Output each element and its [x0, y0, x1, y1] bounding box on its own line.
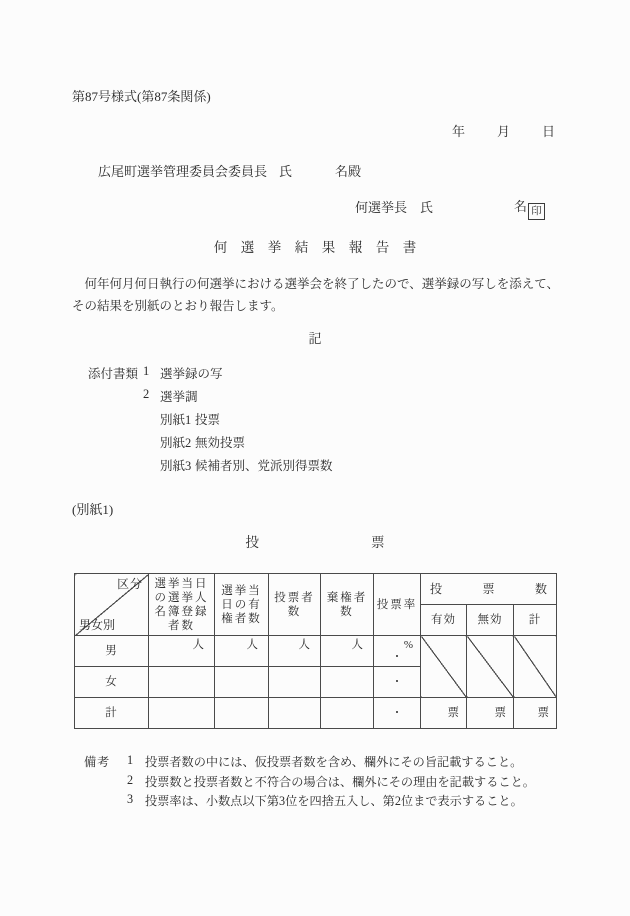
sender-name-label: 氏	[420, 200, 434, 215]
cell-total-invalid	[467, 698, 514, 729]
attachment-text: 選挙録の写	[160, 367, 223, 381]
cell-total-abstainers	[321, 698, 374, 729]
unit-percent: %	[403, 639, 413, 651]
votes-group-char: 票	[482, 582, 495, 596]
votes-group-char: 数	[534, 582, 547, 596]
annex-text: 無効投票	[195, 436, 246, 450]
col-header-votes-group	[421, 574, 557, 605]
unit-person: 人	[298, 639, 310, 651]
col-header-turnout-rate: 投票率	[374, 574, 421, 636]
row-header-male: 男	[75, 636, 149, 667]
table-title	[74, 531, 556, 551]
attachment-text: 選挙調	[160, 390, 198, 404]
col-header-registered-voters: 選挙当日の選挙人名簿登録者数	[149, 574, 215, 636]
addressee-name-label: 氏	[279, 164, 293, 179]
decimal-point: ・	[391, 707, 403, 719]
corner-label-kubun: 区分	[116, 577, 143, 591]
annex-no: 別紙2	[160, 436, 192, 450]
col-header-abstainers: 棄権者数	[321, 574, 374, 636]
sender-line	[355, 196, 545, 217]
form-number: 第87号様式(第87条関係)	[72, 89, 211, 104]
decimal-point: ・	[391, 651, 403, 663]
addressee-name-suffix: 名殿	[335, 164, 362, 179]
unit-vote: 票	[447, 707, 459, 719]
attachment-no: 1	[143, 364, 150, 378]
cell-total-eligible	[215, 698, 269, 729]
corner-cell	[75, 574, 149, 636]
remark-no: 1	[127, 753, 134, 767]
cell-valid-votes-na	[421, 636, 467, 698]
row-header-female: 女	[75, 667, 149, 698]
sub-header-invalid: 無効	[467, 605, 514, 636]
addressee-line	[98, 161, 361, 180]
votes-group-char: 投	[430, 582, 443, 596]
unit-vote: 票	[537, 707, 549, 719]
corner-label-danjobetsu: 男女別	[79, 618, 116, 632]
unit-vote: 票	[494, 707, 506, 719]
annex-text: 候補者別、党派別得票数	[195, 459, 333, 473]
remark-no: 2	[127, 772, 134, 787]
remark-text: 投票者数の中には、仮投票者数を含め、欄外にその旨記載すること。	[145, 755, 523, 769]
addressee-title: 広尾町選挙管理委員会委員長	[98, 164, 268, 179]
attachment-no: 2	[143, 387, 150, 401]
cell-total-registered	[149, 698, 215, 729]
annex-text: 投票	[195, 413, 221, 427]
annex-no: 別紙3	[160, 459, 192, 473]
cell-male-turnout	[374, 636, 421, 667]
col-header-voters: 投票者数	[269, 574, 321, 636]
attachments-label: 添付書類	[88, 367, 139, 381]
ki-marker: 記	[308, 331, 322, 346]
cell-female-turnout	[374, 667, 421, 698]
decimal-point: ・	[391, 676, 403, 688]
body-paragraph: 何年何月何日執行の何選挙における選挙会を終了したので、選挙録の写しを添えて、その結果を別紙のとおり報告します。	[72, 277, 560, 313]
cell-total-voters	[269, 698, 321, 729]
cell-female-abstainers	[321, 667, 374, 698]
cell-invalid-votes-na	[467, 636, 514, 698]
unit-person: 人	[246, 639, 258, 651]
document-title: 何 選 挙 結 果 報 告 書	[213, 240, 417, 255]
table-title-left: 投	[245, 535, 259, 550]
sender-name-seal	[514, 196, 545, 220]
annex1-label: (別紙1)	[72, 502, 114, 517]
sub-header-total: 計	[514, 605, 557, 636]
row-header-total: 計	[75, 698, 149, 729]
remarks-label: 備考	[84, 755, 111, 769]
remark-text: 投票数と投票者数と不符合の場合は、欄外にその理由を記載すること。	[145, 774, 535, 789]
cell-female-voters	[269, 667, 321, 698]
remark-no: 3	[127, 792, 134, 806]
cell-female-eligible	[215, 667, 269, 698]
cell-female-registered	[149, 667, 215, 698]
cell-male-voters	[269, 636, 321, 667]
sender-title: 何選挙長	[355, 200, 408, 215]
remark-text: 投票率は、小数点以下第3位を四捨五入し、第2位まで表示すること。	[145, 794, 523, 808]
unit-person: 人	[192, 639, 204, 651]
cell-total-turnout	[374, 698, 421, 729]
cell-male-abstainers	[321, 636, 374, 667]
date-line: 年 月 日	[452, 124, 558, 139]
col-header-eligible-voters: 選挙当日の有権者数	[215, 574, 269, 636]
cell-total-valid	[421, 698, 467, 729]
turnout-table	[74, 573, 557, 729]
cell-total-votes-na	[514, 636, 557, 698]
table-title-right: 票	[371, 535, 385, 550]
sub-header-valid: 有効	[421, 605, 467, 636]
cell-male-registered	[149, 636, 215, 667]
cell-total-sum	[514, 698, 557, 729]
annex-no: 別紙1	[160, 413, 192, 427]
cell-male-eligible	[215, 636, 269, 667]
seal-box: 印	[528, 203, 545, 220]
sender-name-suffix: 名	[513, 199, 527, 214]
unit-person: 人	[351, 639, 363, 651]
